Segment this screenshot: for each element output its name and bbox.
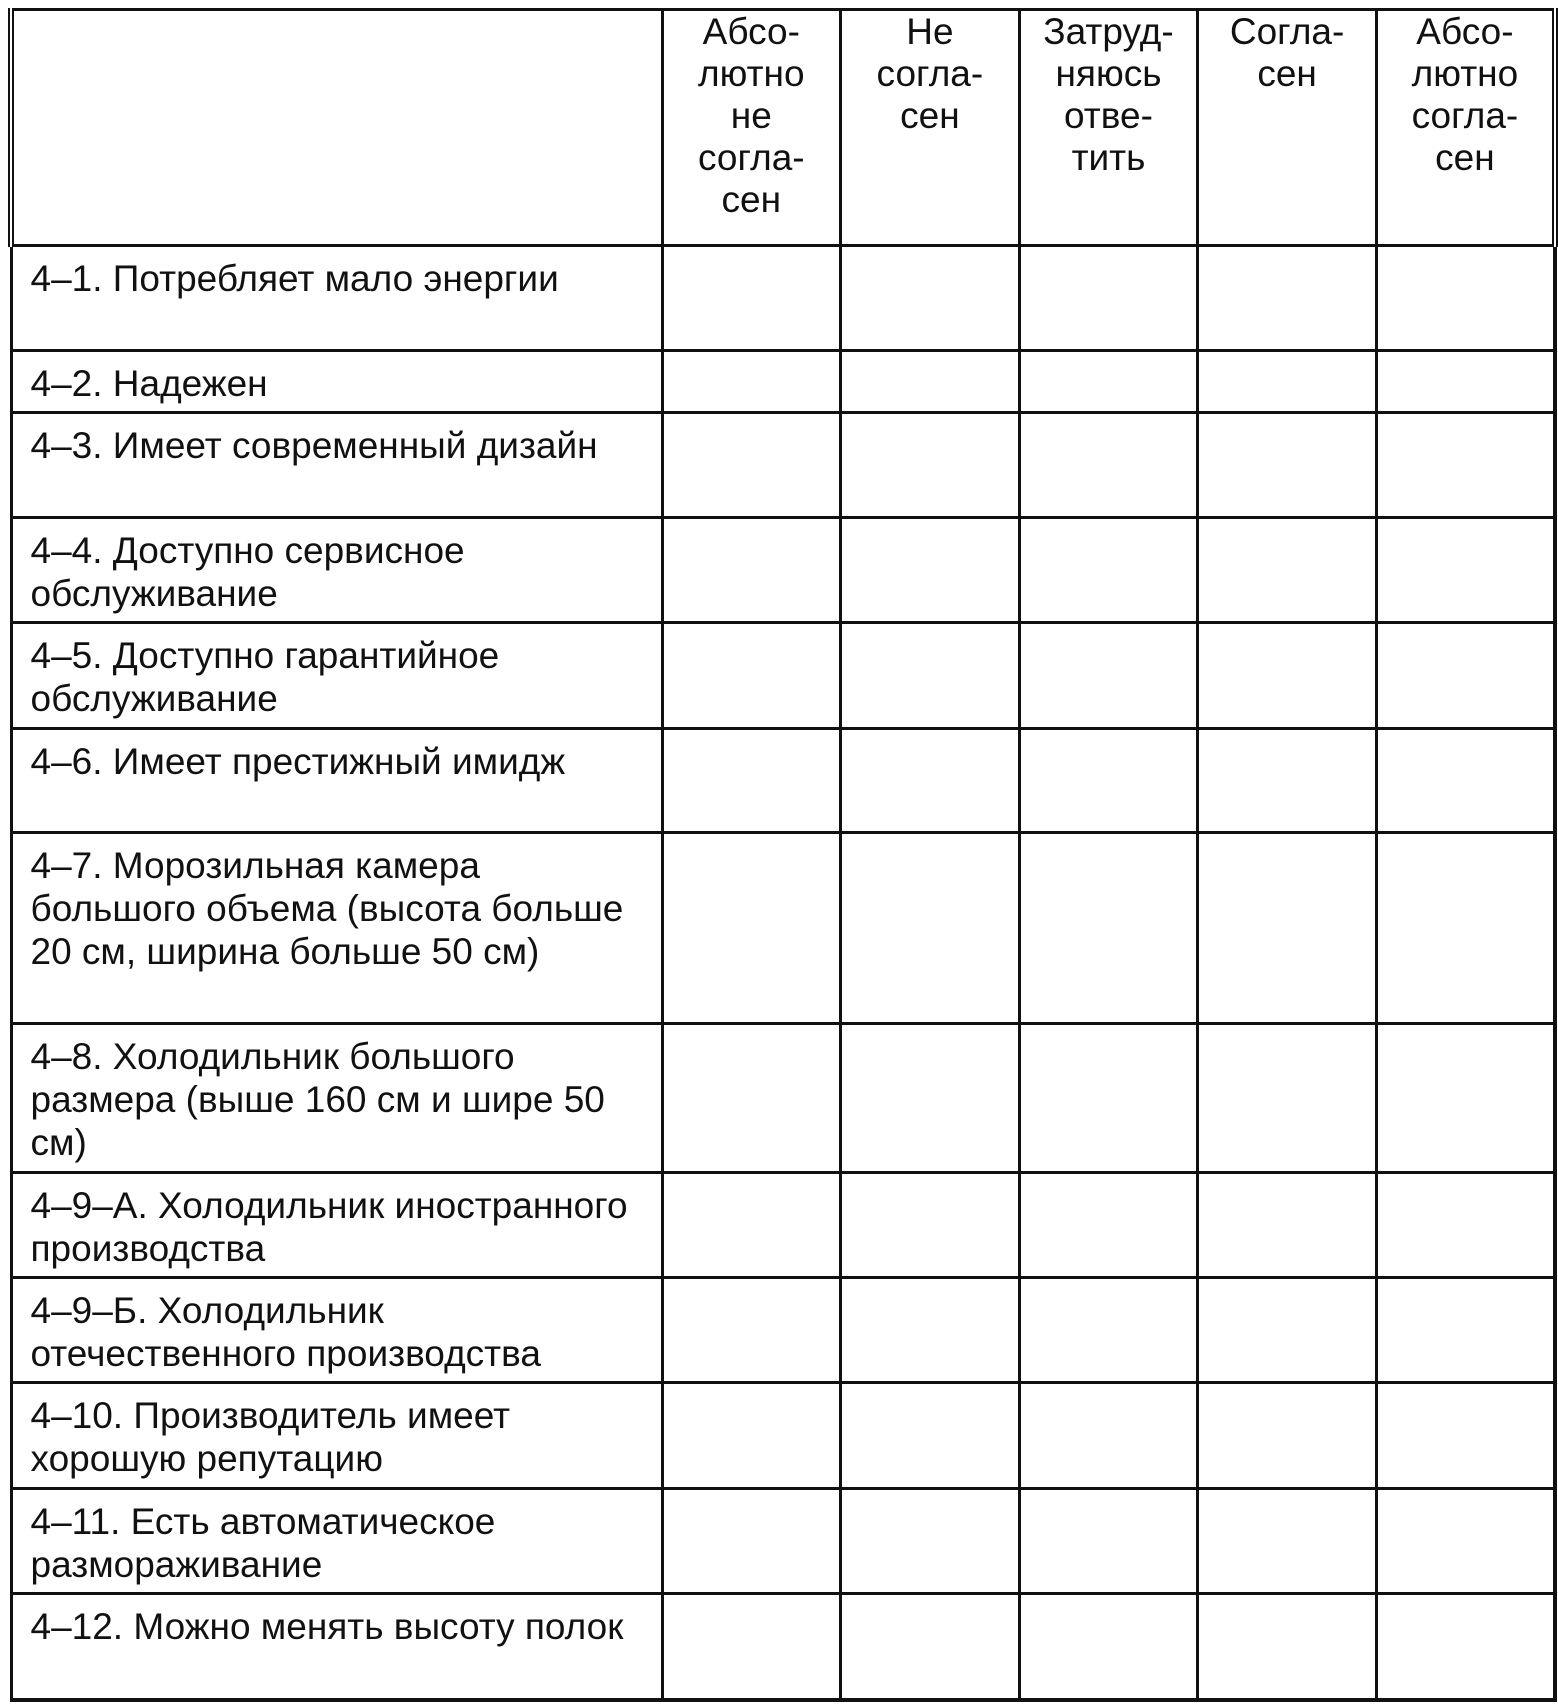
answer-cell-strongly-agree[interactable] — [1376, 1278, 1555, 1383]
row-label: 4–8. Холодильник большого размера (выше 160 см и шире 50 см) — [11, 1024, 662, 1173]
answer-cell-disagree[interactable] — [841, 1594, 1020, 1700]
answer-cell-disagree[interactable] — [841, 351, 1020, 413]
table-row — [11, 833, 1555, 1024]
row-label: 4–2. Надежен — [11, 351, 662, 413]
answer-cell-undecided[interactable] — [1019, 1489, 1198, 1594]
answer-cell-agree[interactable] — [1198, 1173, 1377, 1278]
answer-cell-undecided[interactable] — [1019, 246, 1198, 351]
header-label: Не согла- сен — [876, 11, 984, 136]
table-row — [11, 1278, 1555, 1383]
answer-cell-agree[interactable] — [1198, 1278, 1377, 1383]
row-label: 4–11. Есть автоматическое размораживание — [11, 1489, 662, 1594]
answer-cell-strongly-agree[interactable] — [1376, 1383, 1555, 1489]
table-row — [11, 1594, 1555, 1700]
answer-cell-strongly-disagree[interactable] — [662, 1383, 841, 1489]
header-row — [11, 10, 1555, 246]
answer-cell-strongly-agree[interactable] — [1376, 351, 1555, 413]
header-strongly-agree — [1376, 10, 1555, 246]
answer-cell-strongly-agree[interactable] — [1376, 246, 1555, 351]
answer-cell-disagree[interactable] — [841, 518, 1020, 623]
table-row — [11, 1024, 1555, 1173]
row-label: 4–9–А. Холодильник иностранного производства — [11, 1173, 662, 1278]
header-label: Абсо- лютно согла- сен — [1411, 11, 1519, 178]
header-label: Абсо- лютно не согла- сен — [697, 11, 805, 220]
row-label: 4–3. Имеет современный дизайн — [11, 413, 662, 518]
answer-cell-disagree[interactable] — [841, 413, 1020, 518]
answer-cell-agree[interactable] — [1198, 1489, 1377, 1594]
answer-cell-disagree[interactable] — [841, 1278, 1020, 1383]
survey-table — [8, 8, 1558, 1702]
answer-cell-strongly-disagree[interactable] — [662, 1594, 841, 1700]
header-label: Согла- сен — [1229, 11, 1345, 94]
answer-cell-strongly-agree[interactable] — [1376, 518, 1555, 623]
answer-cell-agree[interactable] — [1198, 833, 1377, 1024]
table-row — [11, 1173, 1555, 1278]
answer-cell-agree[interactable] — [1198, 1594, 1377, 1700]
header-agree — [1198, 10, 1377, 246]
header-undecided — [1019, 10, 1198, 246]
header-disagree — [841, 10, 1020, 246]
answer-cell-disagree[interactable] — [841, 246, 1020, 351]
answer-cell-strongly-agree[interactable] — [1376, 1594, 1555, 1700]
header-label: Затруд- няюсь отве- тить — [1043, 11, 1174, 178]
answer-cell-strongly-disagree[interactable] — [662, 1278, 841, 1383]
table-body — [11, 246, 1555, 1700]
answer-cell-agree[interactable] — [1198, 518, 1377, 623]
answer-cell-agree[interactable] — [1198, 351, 1377, 413]
answer-cell-strongly-disagree[interactable] — [662, 833, 841, 1024]
answer-cell-strongly-agree[interactable] — [1376, 833, 1555, 1024]
answer-cell-agree[interactable] — [1198, 729, 1377, 833]
row-label: 4–6. Имеет престижный имидж — [11, 729, 662, 833]
answer-cell-disagree[interactable] — [841, 729, 1020, 833]
answer-cell-strongly-agree[interactable] — [1376, 729, 1555, 833]
answer-cell-undecided[interactable] — [1019, 1278, 1198, 1383]
answer-cell-strongly-agree[interactable] — [1376, 413, 1555, 518]
row-label: 4–4. Доступно сервисное обслуживание — [11, 518, 662, 623]
answer-cell-undecided[interactable] — [1019, 1173, 1198, 1278]
answer-cell-undecided[interactable] — [1019, 518, 1198, 623]
answer-cell-strongly-agree[interactable] — [1376, 1024, 1555, 1173]
row-label: 4–7. Морозильная камера большого объема (высота больше 20 см, ширина больше 50 см) — [11, 833, 662, 1024]
table-header — [11, 10, 1555, 246]
answer-cell-agree[interactable] — [1198, 246, 1377, 351]
answer-cell-undecided[interactable] — [1019, 1383, 1198, 1489]
row-label: 4–5. Доступно гарантийное обслуживание — [11, 623, 662, 729]
answer-cell-agree[interactable] — [1198, 1024, 1377, 1173]
table-row — [11, 1383, 1555, 1489]
answer-cell-disagree[interactable] — [841, 1024, 1020, 1173]
answer-cell-strongly-agree[interactable] — [1376, 623, 1555, 729]
table-row — [11, 623, 1555, 729]
answer-cell-undecided[interactable] — [1019, 413, 1198, 518]
row-label: 4–10. Производитель имеет хорошую репутацию — [11, 1383, 662, 1489]
header-strongly-disagree — [662, 10, 841, 246]
answer-cell-agree[interactable] — [1198, 1383, 1377, 1489]
answer-cell-strongly-disagree[interactable] — [662, 413, 841, 518]
header-corner-cell — [11, 10, 662, 246]
answer-cell-strongly-disagree[interactable] — [662, 729, 841, 833]
table-row — [11, 518, 1555, 623]
answer-cell-undecided[interactable] — [1019, 1024, 1198, 1173]
answer-cell-disagree[interactable] — [841, 1173, 1020, 1278]
answer-cell-strongly-agree[interactable] — [1376, 1173, 1555, 1278]
answer-cell-strongly-disagree[interactable] — [662, 518, 841, 623]
answer-cell-strongly-disagree[interactable] — [662, 1489, 841, 1594]
answer-cell-disagree[interactable] — [841, 1383, 1020, 1489]
row-label: 4–1. Потребляет мало энергии — [11, 246, 662, 351]
answer-cell-undecided[interactable] — [1019, 729, 1198, 833]
answer-cell-strongly-disagree[interactable] — [662, 1173, 841, 1278]
answer-cell-strongly-disagree[interactable] — [662, 1024, 841, 1173]
row-label: 4–12. Можно менять высоту полок — [11, 1594, 662, 1700]
answer-cell-disagree[interactable] — [841, 623, 1020, 729]
answer-cell-undecided[interactable] — [1019, 623, 1198, 729]
table-row — [11, 729, 1555, 833]
answer-cell-undecided[interactable] — [1019, 1594, 1198, 1700]
answer-cell-strongly-agree[interactable] — [1376, 1489, 1555, 1594]
table-row — [11, 413, 1555, 518]
answer-cell-disagree[interactable] — [841, 833, 1020, 1024]
answer-cell-strongly-disagree[interactable] — [662, 623, 841, 729]
answer-cell-strongly-disagree[interactable] — [662, 246, 841, 351]
table-row — [11, 246, 1555, 351]
answer-cell-undecided[interactable] — [1019, 833, 1198, 1024]
answer-cell-undecided[interactable] — [1019, 351, 1198, 413]
row-label: 4–9–Б. Холодильник отечественного производства — [11, 1278, 662, 1383]
answer-cell-agree[interactable] — [1198, 623, 1377, 729]
answer-cell-disagree[interactable] — [841, 1489, 1020, 1594]
answer-cell-agree[interactable] — [1198, 413, 1377, 518]
survey-table-container — [8, 8, 1558, 1702]
table-row — [11, 1489, 1555, 1594]
answer-cell-strongly-disagree[interactable] — [662, 351, 841, 413]
table-row — [11, 351, 1555, 413]
